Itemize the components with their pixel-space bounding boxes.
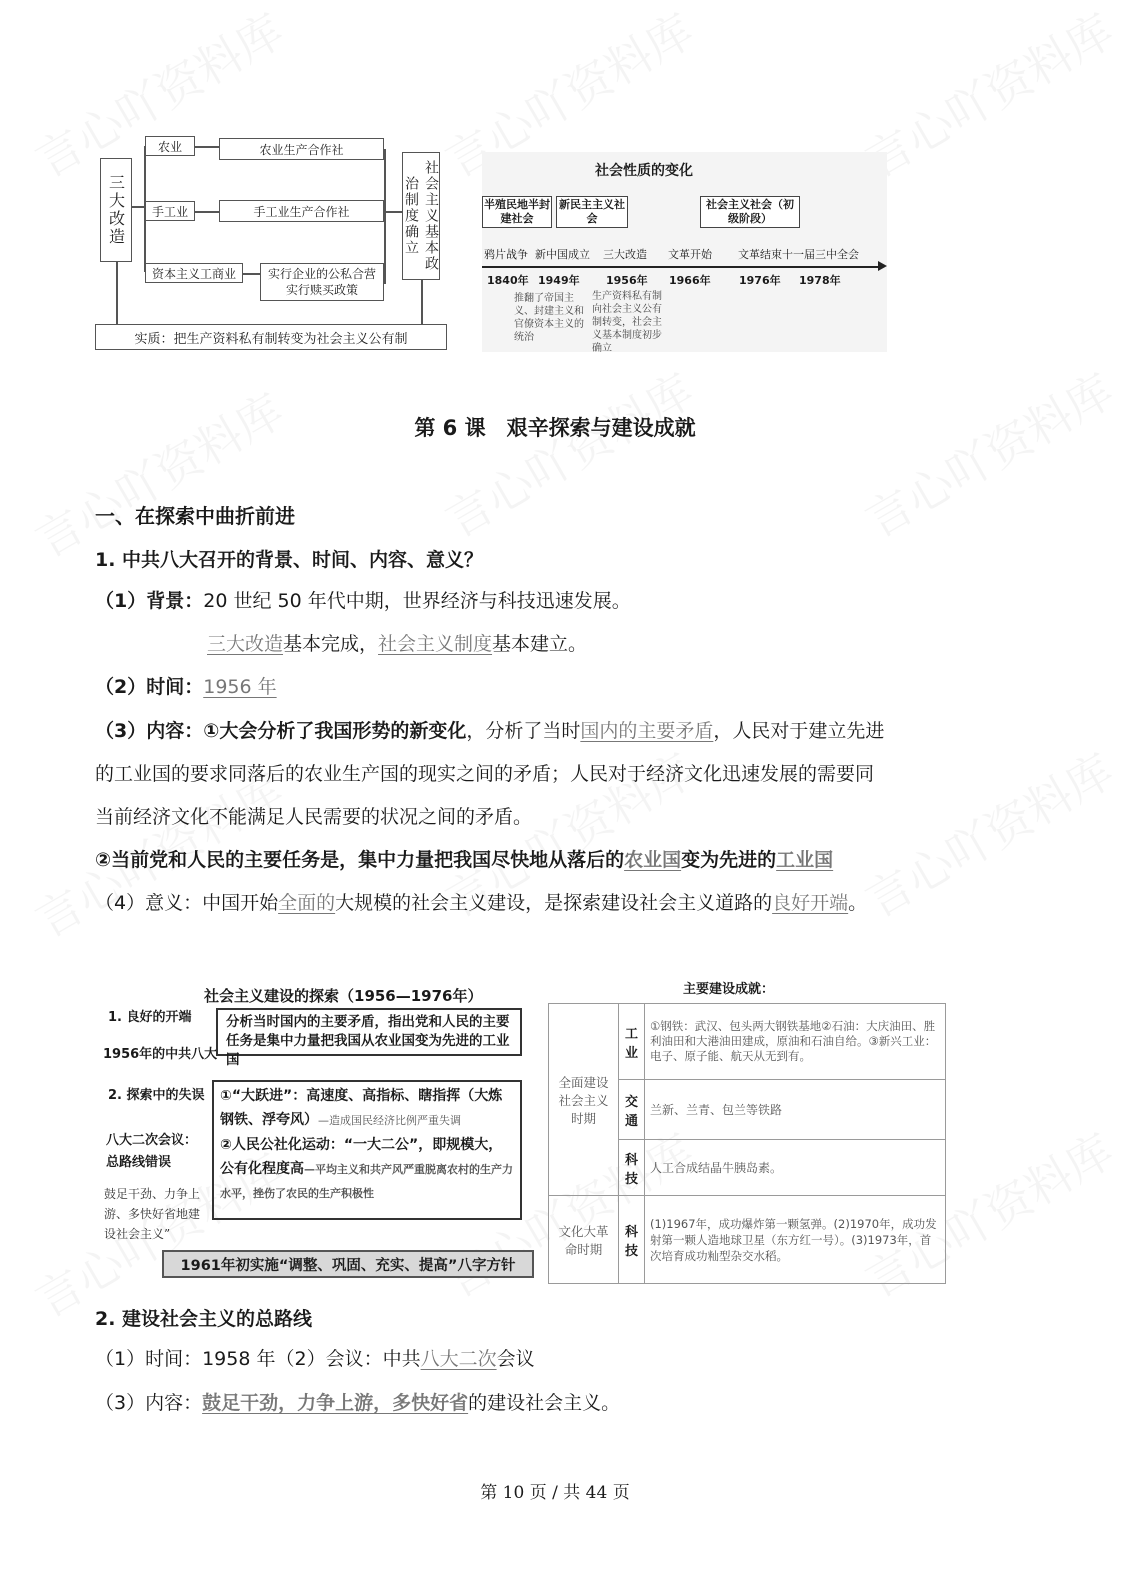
general-line-time [95, 1338, 535, 1381]
watermark [852, 735, 1124, 930]
blank-answer: 三大改造 [207, 633, 284, 655]
blank-answer: 良好开端 [772, 892, 849, 914]
explore-label: 1. 良好的开端 [108, 1010, 192, 1025]
timeline-box-newdemocracy: 新民主主义社会 [556, 196, 628, 228]
reform-essence: 实质：把生产资料私有制转变为社会主义公有制 [95, 324, 447, 350]
reform-result-commerce: 实行企业的公私合营实行赎买政策 [260, 263, 384, 301]
watermark [852, 0, 1124, 191]
reform-left-label: 三大改造 [100, 158, 132, 262]
achievement-cell: 兰新、兰青、包兰等铁路 [645, 1080, 946, 1140]
timeline-title: 社会性质的变化 [595, 163, 693, 179]
achievement-cell: ①钢铁：武汉、包头两大钢铁基地②石油：大庆油田、胜利油田和大港油田建成，原油和石油自给。③新兴工业：电子、原子能、航天从无到有。 [645, 1004, 946, 1080]
explore-label: 八大二次会议：总路线错误 [106, 1133, 198, 1170]
timeline-event-opium: 鸦片战争 [484, 248, 528, 261]
timeline-year: 1949年 [538, 274, 580, 287]
content-prefix: （3）内容： [95, 720, 204, 742]
category-cell: 科技 [619, 1140, 645, 1196]
explore-leap: ①“大跃进”：高速度、高指标、瞎指挥（大炼钢铁、浮夸风） [220, 1088, 503, 1128]
lesson-title: 第 6 课 艰辛探索与建设成就 [414, 416, 696, 440]
text-run: 大规模的社会主义建设，是探索建设社会主义道路的 [335, 892, 773, 914]
achievements-table [548, 1003, 946, 1284]
period-cell: 文化大革命时期 [549, 1196, 619, 1284]
explore-box-2 [212, 1080, 522, 1220]
watermark [432, 355, 704, 550]
achievement-cell: (1)1967年，成功爆炸第一颗氢弹。(2)1970年，成功发射第一颗人造地球卫星（东方红一号）。(3)1973年，首次培育成功籼型杂交水稻。 [645, 1196, 946, 1284]
section-heading: 一、在探索中曲折前进 [95, 504, 295, 528]
timeline-box-semicolonial: 半殖民地半封建社会 [482, 196, 552, 228]
content-line-4 [95, 839, 833, 882]
blank-answer: 工业国 [776, 849, 834, 871]
timeline-year: 1976年 [739, 274, 781, 287]
text-run: （1）时间：1958 年（2）会议：中共 [95, 1348, 421, 1370]
watermark [22, 375, 294, 570]
explore-label: 1956年的中共八大 [103, 1047, 218, 1062]
blank-answer: 全面的 [278, 892, 336, 914]
table-row [549, 1196, 946, 1284]
page-footer: 第 10 页 / 共 44 页 [480, 1483, 630, 1503]
timeline-year: 1978年 [799, 274, 841, 287]
reform-sector-craft: 手工业 [145, 201, 195, 221]
content-line-2: 的工业国的要求同落后的农业生产国的现实之间的矛盾；人民对于经济文化迅速发展的需要同 [95, 763, 875, 785]
watermark [22, 0, 294, 191]
explore-box-1: 分析当时国内的主要矛盾，指出党和人民的主要任务是集中力量把我国从农业国变为先进的工业国 [216, 1008, 522, 1056]
timeline-event-reform: 三大改造 [603, 248, 647, 261]
content-line-1 [95, 710, 884, 753]
reform-sector-commerce: 资本主义工商业 [145, 263, 243, 283]
achievements-title: 主要建设成就： [683, 982, 775, 997]
reform-result-craft: 手工业生产合作社 [219, 200, 384, 222]
watermark [852, 355, 1124, 550]
timeline-year: 1956年 [606, 274, 648, 287]
reform-sector-agri: 农业 [145, 136, 195, 156]
text-run: 会议 [496, 1348, 535, 1370]
explore-leap-note: —造成国民经济比例严重失调 [318, 1114, 461, 1127]
blank-answer: 1956 年 [203, 676, 277, 698]
question-heading: 1. 中共八大召开的背景、时间、内容、意义？ [95, 549, 484, 571]
achievement-cell: 人工合成结晶牛胰岛素。 [645, 1140, 946, 1196]
blank-answer: 农业国 [624, 849, 682, 871]
explore-commune: ②人民公社化运动：“一大二公”，即规模大，公有化程度高 [220, 1137, 503, 1177]
timeline-axis [482, 266, 880, 268]
text-run: （3）内容： [95, 1392, 203, 1414]
blank-answer: 鼓足干劲，力争上游，多快好省 [202, 1392, 469, 1414]
blank-answer: 国内的主要矛盾 [580, 720, 714, 742]
background-prefix: （1）背景： [95, 590, 204, 612]
background-text: 20 世纪 50 年代中期，世界经济与科技迅速发展。 [203, 590, 631, 612]
timeline-event-prc: 新中国成立 [535, 248, 590, 261]
timeline-year: 1966年 [669, 274, 711, 287]
text-run: 基本完成， [283, 633, 379, 655]
explore-commune-note: —平均主义和共产风严重脱离农村的生产力水平，挫伤了农民的生产积极性 [220, 1163, 513, 1200]
explore-policy-box: 1961年初实施“调整、巩固、充实、提高”八字方针 [162, 1250, 534, 1278]
explore-label: 2. 探索中的失误 [108, 1088, 205, 1103]
timeline-event-culturalrev-end: 文革结束十一届三中全会 [738, 248, 859, 261]
text-run: ②当前党和人民的主要任务是，集中力量把我国尽快地从落后的 [95, 849, 625, 871]
background-line-2 [207, 623, 587, 666]
text-run: ，分析了当时 [466, 720, 581, 742]
text-run: 变为先进的 [681, 849, 777, 871]
time-line [95, 666, 277, 709]
category-cell: 科技 [619, 1196, 645, 1284]
period-cell: 全面建设社会主义时期 [549, 1004, 619, 1196]
timeline-event-culturalrev-start: 文革开始 [668, 248, 712, 261]
text-run: ①大会分析了我国形势的新变化 [203, 720, 467, 742]
content-line-3: 当前经济文化不能满足人民需要的状况之间的矛盾。 [95, 806, 533, 828]
explore-slogan: 鼓足干劲、力争上游、多快好省地建设社会主义” [104, 1187, 201, 1241]
timeline-year: 1840年 [487, 274, 529, 287]
category-cell: 工业 [619, 1004, 645, 1080]
blank-answer: 社会主义制度 [378, 633, 493, 655]
reform-right-label: 社会主义基本政治制度确立 [402, 152, 440, 280]
text-run: ，人民对于建立先进 [713, 720, 885, 742]
question-heading-2: 2. 建设社会主义的总路线 [95, 1308, 313, 1330]
text-run: 基本建立。 [492, 633, 588, 655]
meaning-line [95, 882, 867, 925]
table-row [549, 1004, 946, 1080]
text-run: 。 [848, 892, 868, 914]
timeline-note-1956: 生产资料私有制向社会主义公有制转变，社会主义基本制度初步确立 [592, 291, 662, 354]
timeline-arrow-icon [878, 261, 887, 271]
text-run: 的建设社会主义。 [468, 1392, 621, 1414]
timeline-note-1949: 推翻了帝国主义、封建主义和官僚资本主义的统治 [514, 293, 584, 343]
background-line [95, 580, 631, 623]
timeline-box-socialist: 社会主义社会（初级阶段） [700, 196, 800, 228]
blank-answer: 八大二次 [420, 1348, 497, 1370]
category-cell: 交通 [619, 1080, 645, 1140]
reform-result-agri: 农业生产合作社 [219, 138, 384, 160]
general-line-content [95, 1382, 620, 1425]
explore-title: 社会主义建设的探索（1956—1976年） [204, 987, 483, 1005]
text-run: （4）意义：中国开始 [95, 892, 279, 914]
time-prefix: （2）时间： [95, 676, 204, 698]
